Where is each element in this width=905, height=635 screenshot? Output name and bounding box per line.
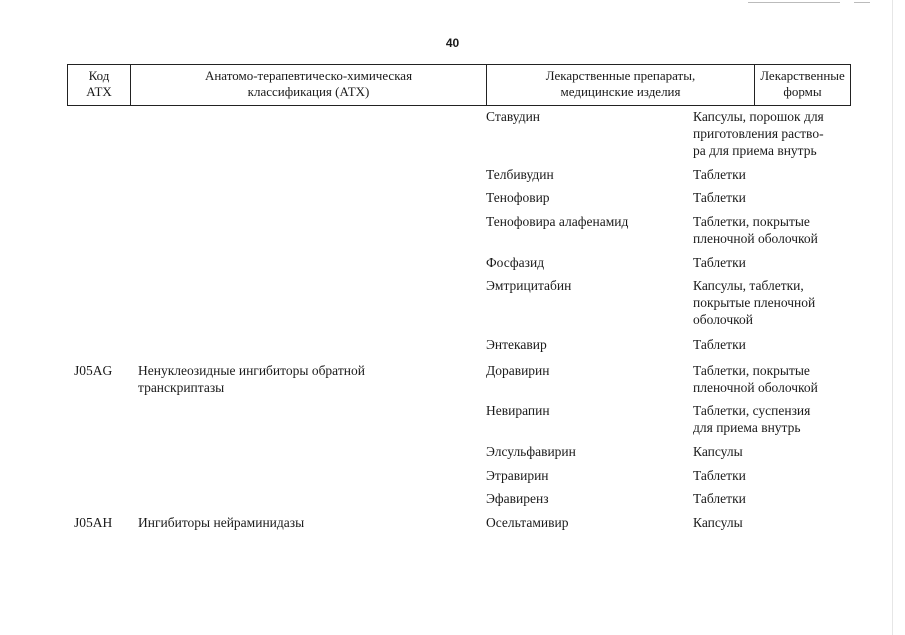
row-drug: Эфавиренз <box>486 491 549 506</box>
table-header <box>67 64 851 106</box>
row-drug: Невирапин <box>486 403 550 418</box>
row-drug: Тенофовира алафенамид <box>486 214 629 229</box>
scan-mark <box>748 2 840 3</box>
scan-mark <box>892 0 893 635</box>
row-form: Капсулы, порошок для приготовления раство- ра для приема внутрь <box>693 109 824 158</box>
row-drug: Тенофовир <box>486 190 550 205</box>
row-form: Таблетки, покрытые пленочной оболочкой <box>693 363 818 395</box>
row-code: J05AH <box>74 515 113 530</box>
row-form: Капсулы, таблетки, покрытые пленочной оболочкой <box>693 278 816 327</box>
row-form: Таблетки <box>693 468 746 483</box>
header-forms: Лекарственные формы <box>760 68 845 99</box>
row-drug: Эмтрицитабин <box>486 278 572 293</box>
row-classification: Ингибиторы нейраминидазы <box>138 515 305 530</box>
row-classification: Ненуклеозидные ингибиторы обратной транскриптазы <box>138 363 365 395</box>
row-form: Таблетки, суспензия для приема внутрь <box>693 403 811 435</box>
row-drug: Ставудин <box>486 109 541 124</box>
row-drug: Этравирин <box>486 468 549 483</box>
row-drug: Доравирин <box>486 363 550 378</box>
row-form: Таблетки <box>693 337 746 352</box>
row-form: Таблетки <box>693 491 746 506</box>
header-classification: Анатомо-терапевтическо-химическая классификация (АТХ) <box>131 65 487 105</box>
row-form: Таблетки <box>693 255 746 270</box>
page-number: 40 <box>445 36 460 50</box>
row-form: Таблетки <box>693 190 746 205</box>
header-drugs: Лекарственные препараты, медицинские изделия <box>487 65 755 105</box>
row-drug: Осельтамивир <box>486 515 569 530</box>
row-form: Таблетки, покрытые пленочной оболочкой <box>693 214 818 246</box>
row-form: Капсулы <box>693 515 743 530</box>
row-form: Таблетки <box>693 167 746 182</box>
row-form: Капсулы <box>693 444 743 459</box>
row-drug: Элсульфавирин <box>486 444 576 459</box>
header-code: Код АТХ <box>68 65 131 105</box>
scan-mark <box>854 2 870 3</box>
row-drug: Телбивудин <box>486 167 554 182</box>
row-code: J05AG <box>74 363 113 378</box>
row-drug: Фосфазид <box>486 255 545 270</box>
row-drug: Энтекавир <box>486 337 547 352</box>
